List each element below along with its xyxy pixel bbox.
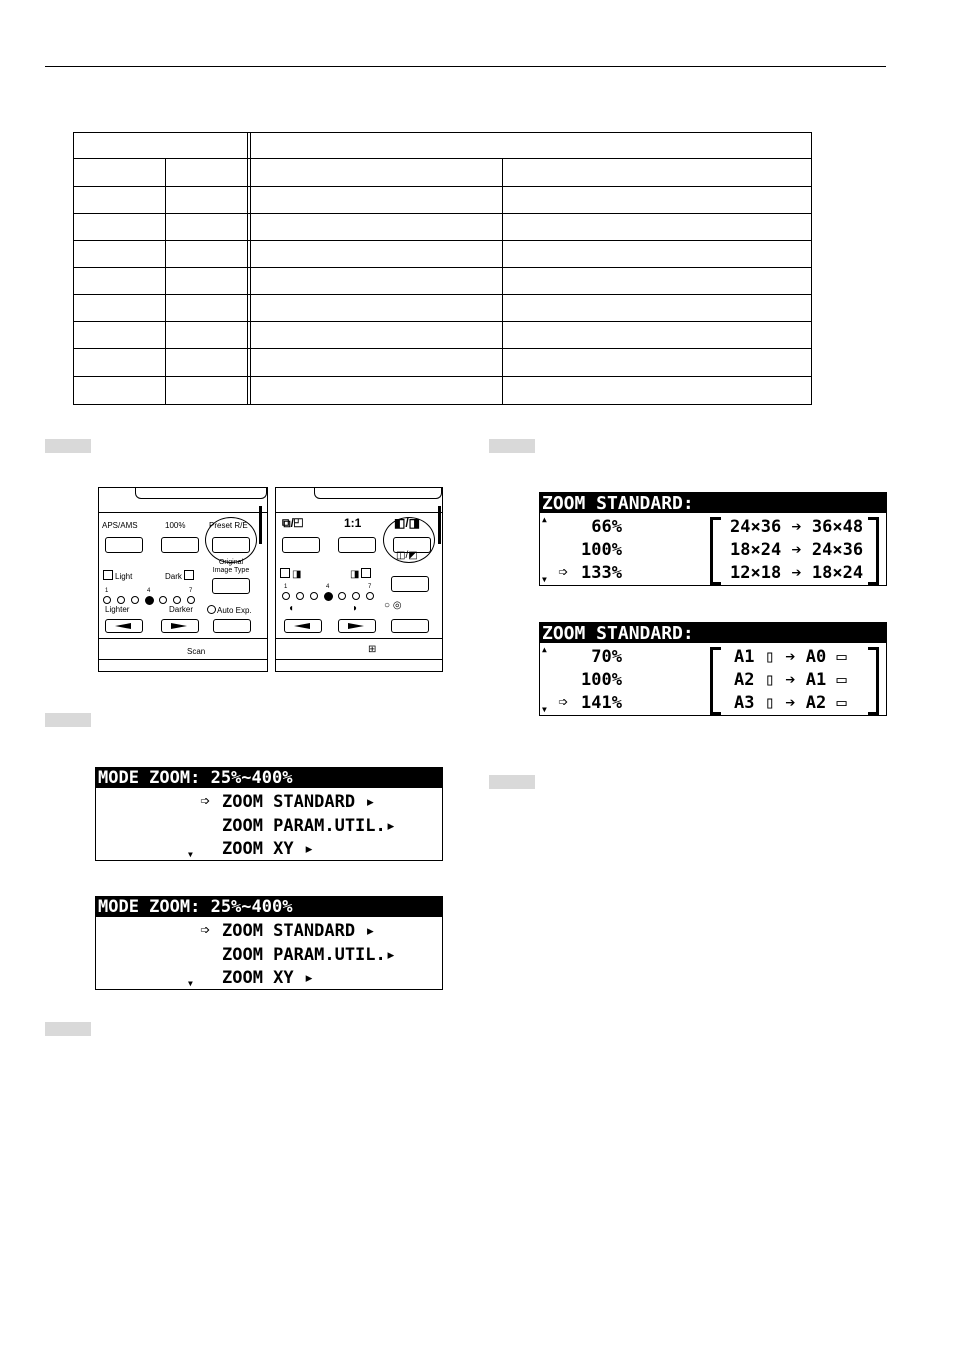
- page-mode-key[interactable]: [391, 576, 429, 592]
- control-panel-left: APS/AMS 100% Preset R/E Light Dark Original Image Type 1 4 7 Lighter Darker Auto Exp. Scan: [98, 487, 268, 672]
- menu-item-zoom-param-util[interactable]: ZOOM PARAM.UTIL.▸: [222, 945, 397, 965]
- density-indicator: [159, 596, 167, 604]
- size-conversion: A3 ▯ ➔ A2 ▭: [734, 693, 847, 713]
- dark-label: Dark: [165, 570, 196, 581]
- margin-indicator: [310, 592, 318, 600]
- step-marker: [45, 439, 91, 453]
- margin-indicator: [366, 592, 374, 600]
- density-indicator: [131, 596, 139, 604]
- auto-exp-key[interactable]: [213, 619, 251, 633]
- density-indicator: [187, 596, 195, 604]
- margin-left-icon: ◨: [280, 568, 301, 580]
- scroll-up-icon: ▲: [542, 645, 547, 654]
- one-to-one-key[interactable]: [338, 537, 376, 553]
- light-label: Light: [103, 570, 132, 581]
- zoom-percent: 100%: [581, 670, 622, 690]
- arrow-right-icon: ➩: [558, 693, 569, 713]
- mode-zoom-display: [95, 767, 443, 861]
- reduction-key[interactable]: [282, 537, 320, 553]
- right-arrow-icon: [171, 623, 187, 629]
- header-rule: [45, 66, 886, 67]
- original-image-type-key[interactable]: [212, 578, 250, 594]
- lighter-label: Lighter: [105, 605, 130, 614]
- arrow-right-icon: ➩: [200, 921, 211, 941]
- margin-left-key[interactable]: [284, 619, 322, 633]
- menu-item-zoom-xy[interactable]: ZOOM XY ▸: [222, 968, 315, 988]
- 100-percent-label: 100%: [165, 521, 186, 530]
- zoom-percent: 66%: [591, 517, 622, 537]
- margin-indicator: [352, 592, 360, 600]
- size-conversion: A1 ▯ ➔ A0 ▭: [734, 647, 847, 667]
- original-image-type-label: Original Image Type: [212, 559, 250, 574]
- erase-key[interactable]: [391, 619, 429, 633]
- size-conversion: 12×18 ➔ 18×24: [730, 563, 864, 583]
- margin-indicator: [338, 592, 346, 600]
- two-sided-icon: ◧/◨: [394, 516, 421, 530]
- aps-ams-label: APS/AMS: [102, 521, 138, 530]
- menu-item-zoom-xy[interactable]: ZOOM XY ▸: [222, 839, 315, 859]
- preset-re-label: Preset R/E: [209, 521, 248, 530]
- menu-item-zoom-param-util[interactable]: ZOOM PARAM.UTIL.▸: [222, 816, 397, 836]
- zoom-percent-selected: 133%: [581, 563, 622, 583]
- arrow-right-icon: ➩: [558, 563, 569, 583]
- half-left-icon: ◖: [288, 603, 295, 614]
- zoom-percent: 100%: [581, 540, 622, 560]
- auto-exp-label: Auto Exp.: [207, 605, 252, 615]
- highlight-circle: [205, 517, 257, 563]
- portrait-page-icon: ▯: [764, 693, 775, 713]
- margin-indicator-active: [324, 592, 333, 601]
- scroll-down-icon: ▼: [188, 850, 193, 859]
- menu-item-zoom-standard[interactable]: ZOOM STANDARD ▸: [222, 921, 376, 941]
- density-indicator: [117, 596, 125, 604]
- reduce-copy-icon: ⧉/◰: [282, 516, 304, 530]
- scan-label: Scan: [187, 647, 206, 656]
- size-conversion: A2 ▯ ➔ A1 ▭: [734, 670, 847, 690]
- density-indicator-active: [145, 596, 154, 605]
- scroll-down-icon: ▼: [542, 575, 547, 584]
- landscape-page-icon: ▭: [836, 693, 847, 713]
- margin-right-icon: ◨: [350, 568, 373, 580]
- size-conversion: 24×36 ➔ 36×48: [730, 517, 864, 537]
- step-marker: [489, 439, 535, 453]
- mode-zoom-display: [95, 896, 443, 990]
- step-marker: [45, 1022, 91, 1036]
- aps-ams-key[interactable]: [105, 537, 143, 553]
- margin-right-key[interactable]: [338, 619, 376, 633]
- display-title: MODE ZOOM: 25%~400%: [96, 897, 442, 917]
- portrait-page-icon: ▯: [764, 670, 775, 690]
- scroll-down-icon: ▼: [542, 705, 547, 714]
- display-title: MODE ZOOM: 25%~400%: [96, 768, 442, 788]
- display-title: ZOOM STANDARD:: [540, 623, 886, 643]
- page-split-icon: ◫/◩: [396, 550, 418, 561]
- control-panel-right: ⧉/◰ 1:1 ◧/◨ ◨ ◨ ◫/◩ 1 4 7 ◖ ◗ ○ ◎ ⊞: [275, 487, 443, 672]
- landscape-page-icon: ▭: [836, 670, 847, 690]
- step-marker: [45, 713, 91, 727]
- darker-label: Darker: [169, 605, 194, 614]
- output-tray-icon: ⊞: [368, 644, 377, 655]
- left-arrow-icon: [115, 623, 131, 629]
- one-to-one-label: 1:1: [344, 516, 362, 530]
- size-conversion: 18×24 ➔ 24×36: [730, 540, 864, 560]
- step-marker: [489, 775, 535, 789]
- display-title: ZOOM STANDARD:: [540, 493, 886, 513]
- menu-item-zoom-standard[interactable]: ZOOM STANDARD ▸: [222, 792, 376, 812]
- erase-icon: ○ ◎: [384, 600, 402, 611]
- density-indicator: [103, 596, 111, 604]
- portrait-page-icon: ▯: [764, 647, 775, 667]
- arrow-right-icon: ➩: [200, 792, 211, 812]
- scroll-up-icon: ▲: [542, 515, 547, 524]
- 100-percent-key[interactable]: [161, 537, 199, 553]
- zoom-percent: 70%: [591, 647, 622, 667]
- zoom-standard-metric-display: [539, 622, 887, 716]
- right-arrow-icon: [348, 623, 364, 629]
- scroll-down-icon: ▼: [188, 979, 193, 988]
- margin-indicator: [296, 592, 304, 600]
- landscape-page-icon: ▭: [836, 647, 847, 667]
- margin-indicator: [282, 592, 290, 600]
- lighter-key[interactable]: [105, 619, 143, 633]
- darker-key[interactable]: [161, 619, 199, 633]
- ratio-table: [73, 132, 812, 405]
- left-arrow-icon: [294, 623, 310, 629]
- density-indicator: [173, 596, 181, 604]
- zoom-percent-selected: 141%: [581, 693, 622, 713]
- half-right-icon: ◗: [352, 603, 359, 614]
- zoom-standard-inch-display: [539, 492, 887, 586]
